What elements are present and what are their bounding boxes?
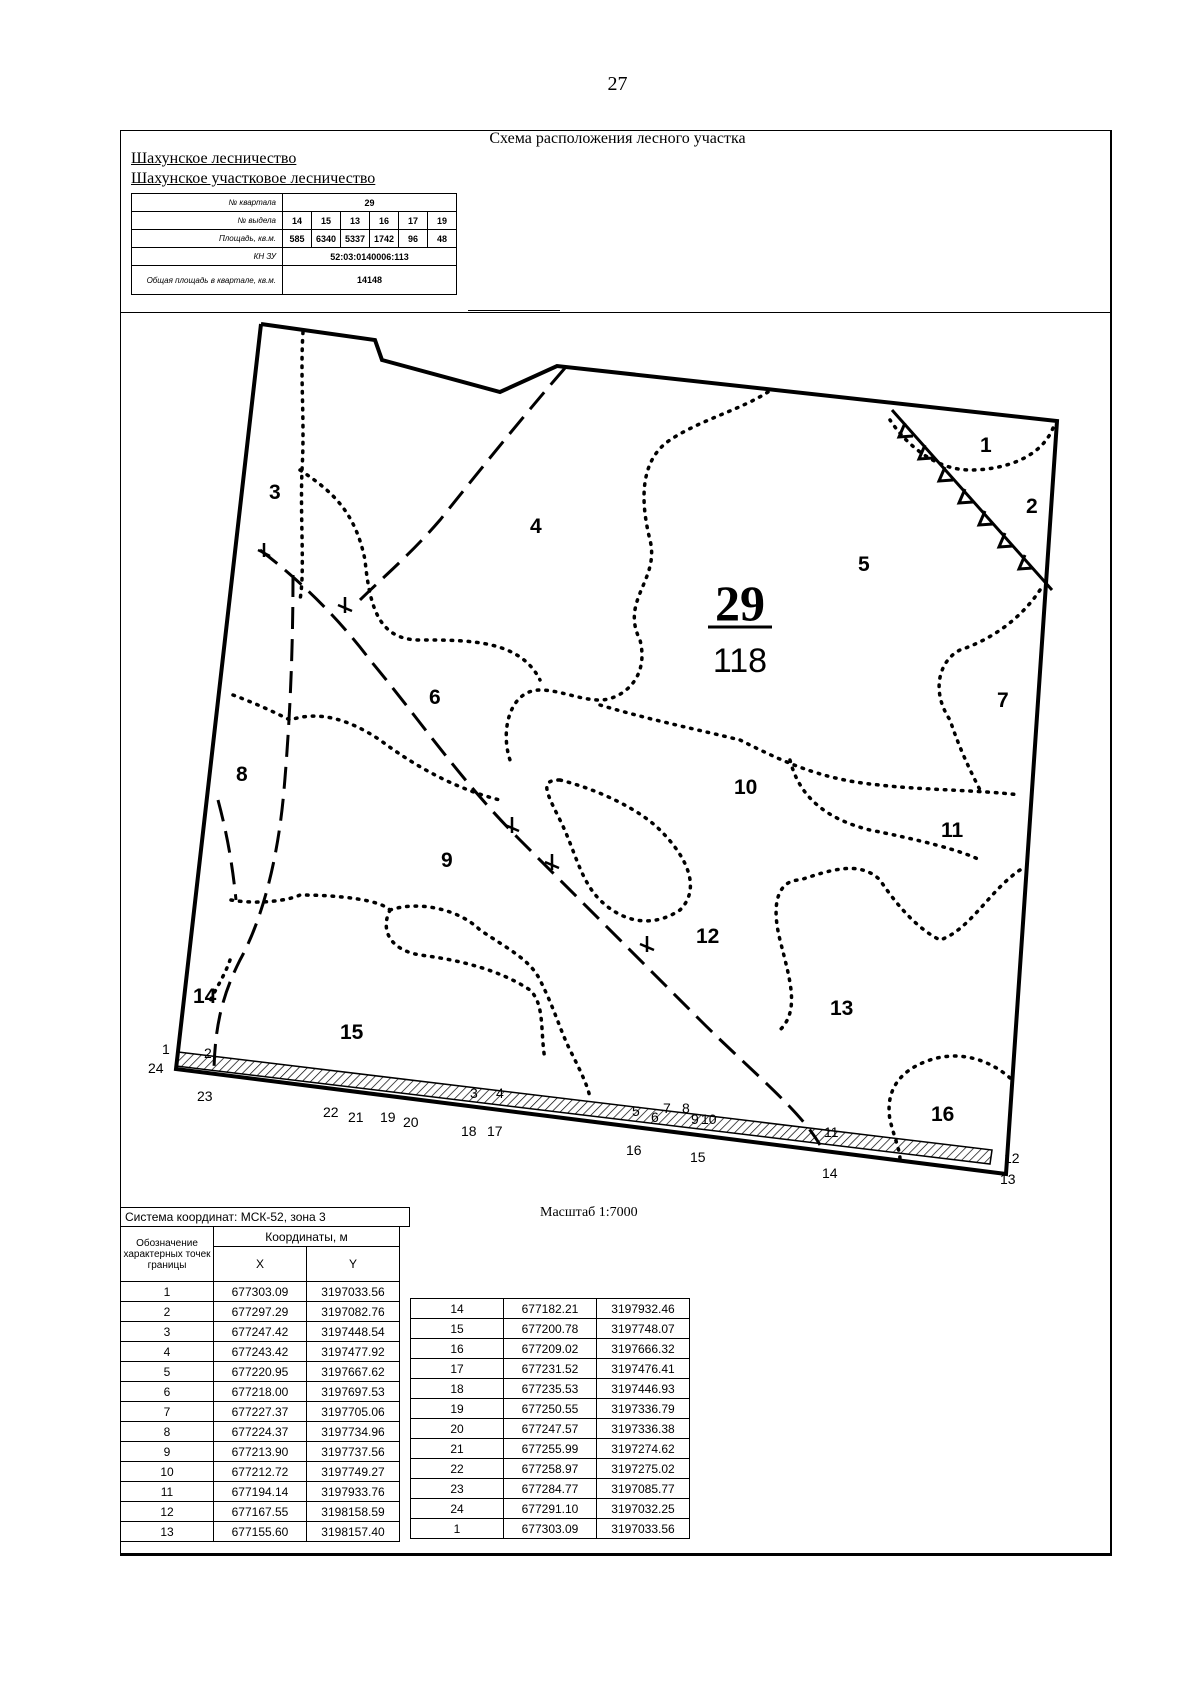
coords-table-right [410, 1298, 690, 1539]
point-label-9: 9 [691, 1111, 699, 1127]
area-cell: 1742 [370, 230, 399, 248]
area-cell: 585 [283, 230, 312, 248]
x-cell: 677224.37 [214, 1422, 307, 1442]
area-cell: 5337 [341, 230, 370, 248]
y-cell: 3197666.32 [597, 1339, 690, 1359]
y-cell: 3197477.92 [307, 1342, 400, 1362]
coords-row [411, 1399, 690, 1419]
allotment-cell: 19 [428, 212, 457, 230]
x-cell: 677243.42 [214, 1342, 307, 1362]
allotment-cell: 17 [399, 212, 428, 230]
x-cell: 677258.97 [504, 1459, 597, 1479]
page-number: 27 [607, 73, 628, 95]
y-cell: 3197748.07 [597, 1319, 690, 1339]
total-area-value: 14148 [283, 266, 457, 295]
quarter-subnumber: 118 [712, 642, 768, 680]
allotment-label-16: 16 [931, 1103, 955, 1126]
point-code-cell: 10 [121, 1462, 214, 1482]
x-cell: 677200.78 [504, 1319, 597, 1339]
coords-row [121, 1322, 400, 1342]
allotment-label-10: 10 [734, 776, 758, 799]
y-cell: 3197476.41 [597, 1359, 690, 1379]
y-cell: 3197448.54 [307, 1322, 400, 1342]
area-cell: 48 [428, 230, 457, 248]
point-code-cell: 1 [121, 1282, 214, 1302]
coords-row [121, 1502, 400, 1522]
x-cell: 677303.09 [214, 1282, 307, 1302]
point-label-20: 20 [403, 1114, 419, 1130]
point-label-24: 24 [148, 1060, 164, 1076]
x-cell: 677194.14 [214, 1482, 307, 1502]
header-y: Y [307, 1247, 400, 1282]
header-point-code: Обозначение характерных точек границы [121, 1227, 214, 1282]
point-label-13: 13 [1000, 1171, 1016, 1187]
allotment-label-12: 12 [696, 925, 720, 948]
point-code-cell: 19 [411, 1399, 504, 1419]
area-cell: 6340 [312, 230, 341, 248]
y-cell: 3197749.27 [307, 1462, 400, 1482]
point-label-1: 1 [162, 1041, 170, 1057]
allotment-cell: 15 [312, 212, 341, 230]
cadastral-label: КН ЗУ [132, 248, 283, 266]
y-cell: 3197274.62 [597, 1439, 690, 1459]
allotment-boundary [600, 705, 1020, 795]
allotment-boundaries [208, 332, 1053, 1160]
coords-row [411, 1459, 690, 1479]
point-label-21: 21 [348, 1109, 364, 1125]
allotment-label-2: 2 [1026, 495, 1038, 518]
y-cell: 3198158.59 [307, 1502, 400, 1522]
point-label-15: 15 [690, 1149, 706, 1165]
x-cell: 677213.90 [214, 1442, 307, 1462]
point-code-cell: 16 [411, 1339, 504, 1359]
allotment-boundary [300, 470, 540, 680]
allotment-boundary [386, 910, 545, 1060]
power-line-ticks [899, 423, 1033, 569]
coordinate-system: Система координат: МСК-52, зона 3 [120, 1207, 410, 1227]
allotment-label-13: 13 [830, 997, 854, 1020]
y-cell: 3197082.76 [307, 1302, 400, 1322]
coords-right-body [411, 1299, 690, 1539]
y-cell: 3197734.96 [307, 1422, 400, 1442]
area-label: Площадь, кв.м. [132, 230, 283, 248]
point-code-cell: 17 [411, 1359, 504, 1379]
point-code-cell: 2 [121, 1302, 214, 1322]
coords-row [121, 1282, 400, 1302]
y-cell: 3197032.25 [597, 1499, 690, 1519]
allotment-label-1: 1 [980, 434, 992, 457]
point-label-16: 16 [626, 1142, 642, 1158]
cross-markers [258, 543, 654, 952]
coords-row [411, 1439, 690, 1459]
allotment-cell: 13 [341, 212, 370, 230]
point-code-cell: 18 [411, 1379, 504, 1399]
point-code-cell: 8 [121, 1422, 214, 1442]
allotment-cell: 16 [370, 212, 399, 230]
quarter-boundary [176, 324, 1057, 1174]
coords-row [411, 1479, 690, 1499]
allotment-boundary [939, 590, 1040, 790]
allotment-label-4: 4 [530, 515, 542, 538]
scheme-title: Схема расположения лесного участка [489, 130, 746, 147]
total-area-label: Общая площадь в квартале, кв.м. [132, 266, 283, 295]
point-code-cell: 13 [121, 1522, 214, 1542]
y-cell: 3197033.56 [307, 1282, 400, 1302]
x-cell: 677212.72 [214, 1462, 307, 1482]
allotment-label-14: 14 [193, 985, 217, 1008]
point-label-4: 4 [496, 1085, 504, 1101]
coords-row [121, 1442, 400, 1462]
y-cell: 3197737.56 [307, 1442, 400, 1462]
y-cell: 3197446.93 [597, 1379, 690, 1399]
allotment-boundary [890, 420, 1053, 470]
point-code-cell: 15 [411, 1319, 504, 1339]
allotment-label-3: 3 [269, 481, 281, 504]
cross-marker [338, 597, 352, 613]
header-coordinates: Координаты, м [214, 1227, 400, 1247]
coords-row [411, 1299, 690, 1319]
y-cell: 3197336.38 [597, 1419, 690, 1439]
cross-marker [505, 817, 519, 833]
point-code-cell: 1 [411, 1519, 504, 1539]
point-code-cell: 4 [121, 1342, 214, 1362]
forestry-name: Шахунское лесничество [131, 150, 297, 167]
x-cell: 677247.42 [214, 1322, 307, 1342]
coords-table-left [120, 1226, 400, 1542]
plot-strip [176, 1052, 992, 1164]
quarter-value: 29 [283, 194, 457, 212]
allotment-label-11: 11 [941, 819, 964, 842]
allotment-label-8: 8 [236, 763, 248, 786]
point-label-8: 8 [682, 1100, 690, 1116]
allotment-boundary [547, 780, 691, 921]
point-code-cell: 3 [121, 1322, 214, 1342]
coords-row [411, 1319, 690, 1339]
point-label-23: 23 [197, 1088, 213, 1104]
x-cell: 677255.99 [504, 1439, 597, 1459]
coords-header-row [121, 1227, 400, 1247]
cross-marker [258, 543, 270, 557]
coords-row [411, 1379, 690, 1399]
allotment-label-7: 7 [997, 689, 1009, 712]
dashed-road [218, 800, 236, 900]
y-cell: 3198157.40 [307, 1522, 400, 1542]
point-code-cell: 14 [411, 1299, 504, 1319]
x-cell: 677231.52 [504, 1359, 597, 1379]
x-cell: 677218.00 [214, 1382, 307, 1402]
point-label-10: 10 [701, 1111, 717, 1127]
allotment-boundary [390, 906, 590, 1100]
dashed-road [360, 368, 565, 600]
dashed-road [260, 550, 820, 1145]
point-label-7: 7 [663, 1100, 671, 1116]
allotment-label-5: 5 [858, 553, 870, 576]
y-cell: 3197933.76 [307, 1482, 400, 1502]
x-cell: 677155.60 [214, 1522, 307, 1542]
point-code-cell: 7 [121, 1402, 214, 1422]
point-code-cell: 21 [411, 1439, 504, 1459]
coords-row [121, 1302, 400, 1322]
y-cell: 3197705.06 [307, 1402, 400, 1422]
y-cell: 3197932.46 [597, 1299, 690, 1319]
x-cell: 677247.57 [504, 1419, 597, 1439]
coords-left-body [121, 1282, 400, 1542]
x-cell: 677284.77 [504, 1479, 597, 1499]
point-code-cell: 5 [121, 1362, 214, 1382]
allotment-label-6: 6 [429, 686, 441, 709]
x-cell: 677235.53 [504, 1379, 597, 1399]
cross-marker [640, 936, 654, 952]
coords-row [121, 1462, 400, 1482]
allotment-label-15: 15 [340, 1021, 364, 1044]
cadastral-value: 52:03:0140006:113 [283, 248, 457, 266]
coords-row [411, 1419, 690, 1439]
allotment-boundary [233, 695, 500, 800]
coords-row [121, 1422, 400, 1442]
y-cell: 3197085.77 [597, 1479, 690, 1499]
allotment-label-9: 9 [441, 849, 453, 872]
dashed-lines [214, 368, 820, 1145]
y-cell: 3197667.62 [307, 1362, 400, 1382]
point-code-cell: 11 [121, 1482, 214, 1502]
point-code-cell: 12 [121, 1502, 214, 1522]
point-code-cell: 20 [411, 1419, 504, 1439]
coords-row [121, 1342, 400, 1362]
point-label-14: 14 [822, 1165, 838, 1181]
header-x: X [214, 1247, 307, 1282]
point-label-12: 12 [1004, 1150, 1020, 1166]
point-label-22: 22 [323, 1104, 339, 1120]
x-cell: 677291.10 [504, 1499, 597, 1519]
coords-row [121, 1522, 400, 1542]
y-cell: 3197033.56 [597, 1519, 690, 1539]
quarter-label: № квартала [132, 194, 283, 212]
point-label-18: 18 [461, 1123, 477, 1139]
district-forestry-name: Шахунское участковое лесничество [131, 170, 376, 187]
allotment-cell: 14 [283, 212, 312, 230]
coords-row [411, 1499, 690, 1519]
coords-row [121, 1382, 400, 1402]
point-code-cell: 22 [411, 1459, 504, 1479]
point-code-cell: 9 [121, 1442, 214, 1462]
point-label-19: 19 [380, 1109, 396, 1125]
coords-row [121, 1362, 400, 1382]
x-cell: 677303.09 [504, 1519, 597, 1539]
point-label-11: 11 [824, 1124, 839, 1140]
quarter-number: 29 [715, 575, 765, 631]
x-cell: 677297.29 [214, 1302, 307, 1322]
allotment-boundary [776, 868, 1020, 1030]
allotment-label: № выдела [132, 212, 283, 230]
coords-row [411, 1339, 690, 1359]
area-cell: 96 [399, 230, 428, 248]
x-cell: 677227.37 [214, 1402, 307, 1422]
coords-row [121, 1482, 400, 1502]
point-code-cell: 23 [411, 1479, 504, 1499]
x-cell: 677209.02 [504, 1339, 597, 1359]
coords-row [121, 1402, 400, 1422]
y-cell: 3197275.02 [597, 1459, 690, 1479]
point-label-6: 6 [651, 1109, 659, 1125]
allotment-boundary [231, 895, 390, 910]
coords-row [411, 1519, 690, 1539]
x-cell: 677167.55 [214, 1502, 307, 1522]
y-cell: 3197697.53 [307, 1382, 400, 1402]
coords-row [411, 1359, 690, 1379]
point-label-3: 3 [470, 1085, 478, 1101]
point-label-17: 17 [487, 1123, 503, 1139]
map-scale: Масштаб 1:7000 [540, 1205, 638, 1220]
x-cell: 677182.21 [504, 1299, 597, 1319]
point-label-5: 5 [632, 1103, 640, 1119]
allotment-boundary [300, 332, 303, 600]
point-label-2: 2 [204, 1045, 212, 1061]
point-code-cell: 24 [411, 1499, 504, 1519]
y-cell: 3197336.79 [597, 1399, 690, 1419]
x-cell: 677220.95 [214, 1362, 307, 1382]
point-code-cell: 6 [121, 1382, 214, 1402]
x-cell: 677250.55 [504, 1399, 597, 1419]
